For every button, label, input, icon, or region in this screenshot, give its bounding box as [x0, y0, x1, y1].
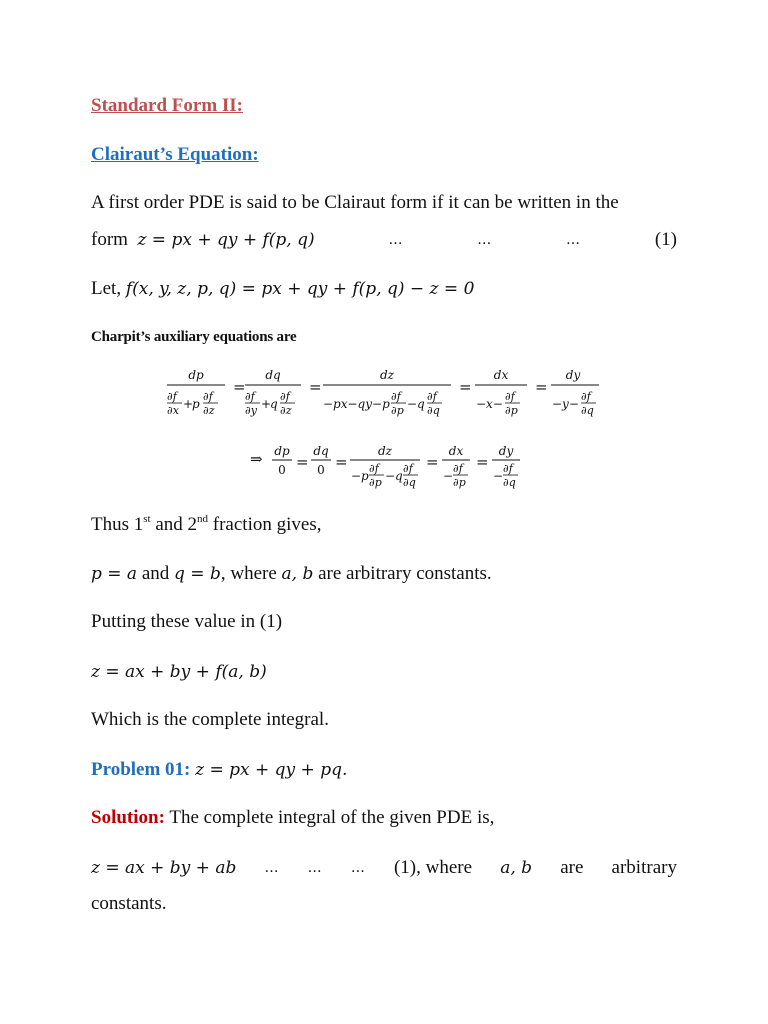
eq2-frac1-denominator: 0	[278, 463, 286, 477]
charpit-equation-1	[165, 362, 605, 424]
svg-text:∂f: ∂f	[203, 390, 213, 403]
pq-constants-line: p = a and q = b, where a, b are arbitrary constants.	[91, 563, 492, 584]
complete-integral-line: Which is the complete integral.	[91, 709, 329, 730]
svg-text:∂p: ∂p	[453, 476, 466, 489]
section-heading-standard-form: Standard Form II:	[91, 95, 244, 116]
svg-text:q: q	[270, 397, 278, 411]
ellipsis-6: …	[350, 860, 366, 876]
svg-text:∂f: ∂f	[167, 390, 177, 403]
f-definition-equation: f(x, y, z, p, q) = px + qy + f(p, q) − z = 0	[125, 279, 475, 299]
svg-text:=: =	[535, 378, 548, 396]
svg-text:∂y: ∂y	[245, 404, 257, 417]
svg-text:+: +	[261, 397, 272, 411]
svg-text:−: −	[493, 469, 504, 483]
eq2-frac2-denominator: 0	[317, 463, 325, 477]
svg-text:∂p: ∂p	[369, 476, 382, 489]
frac3-numerator: dz	[379, 368, 395, 382]
constants-line: constants.	[91, 893, 167, 914]
charpit-heading: Charpit’s auxiliary equations are	[91, 329, 297, 345]
svg-text:∂p: ∂p	[505, 404, 518, 417]
svg-text:−: −	[443, 469, 454, 483]
problem-label: Problem 01:	[91, 759, 191, 780]
eq2-frac3-numerator: dz	[377, 444, 393, 458]
ellipsis-4: …	[264, 860, 280, 876]
putting-line: Putting these value in (1)	[91, 611, 283, 632]
svg-text:∂f: ∂f	[245, 390, 255, 403]
let-line: Let, f(x, y, z, p, q) = px + qy + f(p, q) − z = 0	[91, 278, 475, 299]
svg-text:∂f: ∂f	[581, 390, 591, 403]
svg-text:∂f: ∂f	[369, 462, 379, 475]
eq2-frac5-numerator: dy	[498, 444, 514, 458]
svg-text:=: =	[426, 453, 439, 471]
frac1-numerator: dp	[188, 368, 204, 382]
svg-text:−p: −p	[351, 469, 369, 483]
svg-text:∂q: ∂q	[403, 476, 416, 489]
ellipsis-2: …	[477, 232, 493, 248]
svg-text:=: =	[459, 378, 472, 396]
svg-text:−x−: −x−	[476, 397, 503, 411]
svg-text:=: =	[476, 453, 489, 471]
svg-text:=: =	[309, 378, 322, 396]
solution-equation-line: z = ax + by + ab … … … (1), where a, b are arbitrary	[91, 857, 677, 878]
clairaut-form-line	[91, 228, 677, 252]
svg-text:−px−qy−p: −px−qy−p	[323, 397, 390, 411]
svg-text:∂p: ∂p	[391, 404, 404, 417]
intro-paragraph-line1: A first order PDE is said to be Clairaut form if it can be written in the	[91, 192, 619, 213]
ellipsis-3: …	[566, 232, 582, 248]
svg-text:p: p	[192, 397, 200, 411]
svg-text:=: =	[296, 453, 309, 471]
solution-label: Solution:	[91, 807, 165, 828]
solution-equation: z = ax + by + ab	[91, 858, 237, 878]
problem-line	[91, 758, 347, 782]
implies-arrow: ⇒	[250, 450, 263, 468]
svg-text:∂f: ∂f	[391, 390, 401, 403]
svg-text:=: =	[233, 378, 246, 396]
solution-text: The complete integral of the given PDE is,	[169, 807, 495, 828]
z-equation: z = ax + by + f(a, b)	[91, 662, 267, 682]
form-expression: form z = px + qy + f(p, q)	[91, 229, 315, 250]
problem-equation: z = px + qy + pq.	[195, 760, 348, 780]
solution-line	[91, 806, 494, 830]
frac4-numerator: dx	[493, 368, 509, 382]
eq2-frac4-numerator: dx	[448, 444, 464, 458]
svg-text:∂f: ∂f	[503, 462, 513, 475]
svg-text:∂f: ∂f	[453, 462, 463, 475]
svg-text:−y−: −y−	[552, 397, 579, 411]
svg-text:∂z: ∂z	[280, 404, 292, 417]
svg-text:∂q: ∂q	[581, 404, 594, 417]
svg-text:=: =	[335, 453, 348, 471]
svg-text:∂f: ∂f	[403, 462, 413, 475]
svg-text:∂q: ∂q	[503, 476, 516, 489]
svg-text:∂q: ∂q	[427, 404, 440, 417]
thus-line: Thus 1st and 2nd fraction gives,	[91, 513, 322, 535]
eq2-frac1-numerator: dp	[274, 444, 290, 458]
svg-text:∂f: ∂f	[427, 390, 437, 403]
equation-number: (1)	[654, 229, 677, 250]
svg-text:∂z: ∂z	[203, 404, 215, 417]
frac2-numerator: dq	[265, 368, 281, 382]
clairaut-equation: z = px + qy + f(p, q)	[137, 230, 315, 250]
section-heading-clairaut: Clairaut’s Equation:	[91, 144, 259, 165]
svg-text:−q: −q	[385, 469, 403, 483]
svg-text:∂f: ∂f	[505, 390, 515, 403]
frac5-numerator: dy	[565, 368, 581, 382]
svg-text:−q: −q	[407, 397, 425, 411]
svg-text:∂x: ∂x	[167, 404, 179, 417]
svg-text:∂f: ∂f	[280, 390, 290, 403]
ellipsis-1: …	[388, 232, 404, 248]
eq2-frac2-numerator: dq	[313, 444, 329, 458]
svg-text:+: +	[183, 397, 194, 411]
charpit-equation-2	[250, 440, 530, 496]
ellipsis-5: …	[307, 860, 323, 876]
